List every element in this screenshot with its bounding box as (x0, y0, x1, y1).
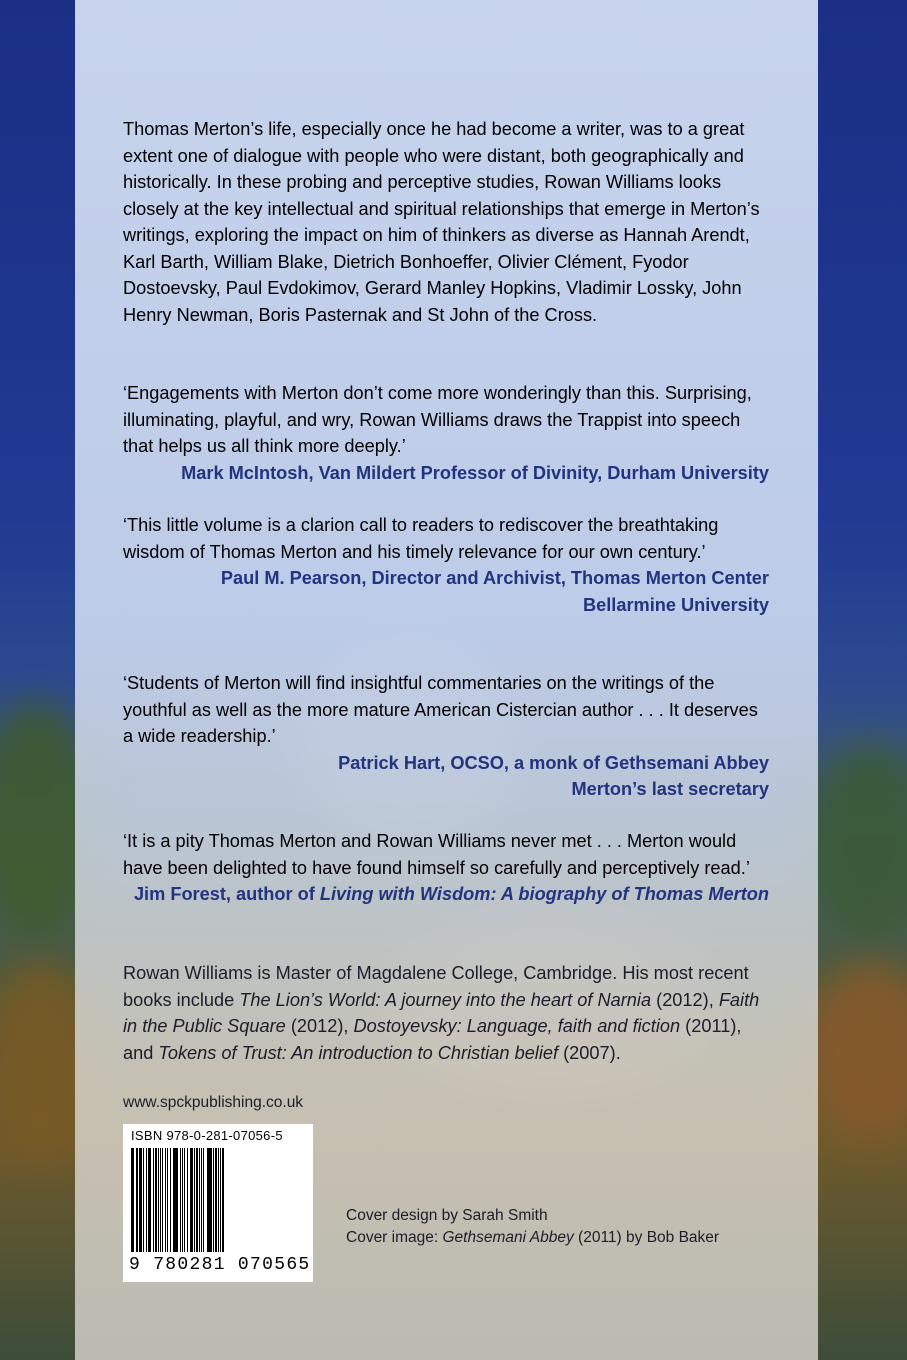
barcode-bar (224, 1148, 225, 1252)
endorsement-quote-1 (123, 380, 769, 486)
bio-book-title: Faith in the Public Square (123, 989, 760, 1036)
endorsement-quote-2 (123, 512, 769, 618)
credit-text: Cover image: (346, 1229, 443, 1246)
barcode-bars (131, 1148, 305, 1252)
book-description: Thomas Merton’s life, especially once he had become a writer, was to a great extent one of dialogue with people who were distant, both geographically and historically. In these probing and perceptive studies, Rowan Williams looks closely at the key intellectual and spiritual relationships that emerge in Merton’s writings, exploring the impact on him of thinkers as diverse as Hannah Arendt, Karl Barth, William Blake, Dietrich Bonhoeffer, Olivier Clément, Fyodor Dostoevsky, Paul Evdokimov, Gerard Manley Hopkins, Vladimir Lossky, John Henry Newman, Boris Pasternak and St John of the Cross. (123, 119, 760, 325)
cover-image-credit (346, 1227, 719, 1249)
publisher-website[interactable]: www.spckpublishing.co.uk (123, 1094, 304, 1111)
barcode-number: 9 780281 070565 (129, 1255, 311, 1275)
bio-text: Rowan Williams is Master of Magdalene College, Cambridge. His most recent books include (123, 963, 749, 1010)
bio-text: (2007). (558, 1042, 621, 1063)
quote-attribution-affiliation: Bellarmine University (583, 594, 769, 615)
isbn-label: ISBN 978-0-281-07056-5 (131, 1128, 283, 1143)
quote-text: ‘This little volume is a clarion call to readers to rediscover the breathtaking wisdom of Thomas Merton and his timely relevance for our own century.’ (123, 515, 719, 562)
bio-text: (2012), (651, 989, 719, 1010)
quote-attribution: Paul M. Pearson, Director and Archivist, Thomas Merton Center (220, 568, 769, 588)
quote-attribution-role: Merton’s last secretary (571, 779, 769, 799)
endorsement-quote-4 (123, 828, 769, 908)
quote-text: ‘Engagements with Merton don’t come more wonderingly than this. Surprising, illuminating, playful, and wry, Rowan Williams draws the Trappist into speech that helps us all think more deeply.’ (123, 383, 752, 456)
attribution-book-title: Living with Wisdom: A biography of Thomas Merton (319, 884, 769, 904)
quote-text: ‘Students of Merton will find insightful commentaries on the writings of the youthful as well as the more mature American Cistercian author . . . It deserves a wide readership.’ (123, 673, 758, 746)
bio-book-title: Dostoyevsky: Language, faith and fiction (353, 1016, 681, 1036)
painting-title: Gethsemani Abbey (442, 1229, 574, 1246)
isbn-barcode (123, 1124, 313, 1282)
quote-text: ‘It is a pity Thomas Merton and Rowan Williams never met . . . Merton would have been delighted to have found himself so carefully and perceptively read.’ (123, 831, 750, 878)
cover-design-credit: Cover design by Sarah Smith (346, 1207, 548, 1224)
attribution-name: Jim Forest, author of (133, 884, 320, 904)
quote-attribution: Mark McIntosh, Van Mildert Professor of Divinity, Durham University (181, 462, 769, 483)
quote-attribution: Patrick Hart, OCSO, a monk of Gethsemani Abbey (338, 752, 769, 773)
bio-book-title: The Lion’s World: A journey into the heart of Narnia (239, 989, 652, 1010)
bio-text: (2011), and (123, 1016, 742, 1063)
cover-credits (346, 1205, 719, 1249)
bio-text: (2012), (285, 1016, 354, 1036)
endorsement-quote-3 (123, 670, 769, 803)
author-bio (123, 960, 771, 1066)
credit-text: (2011) by Bob Baker (573, 1229, 720, 1246)
bio-book-title: Tokens of Trust: An introduction to Christian belief (158, 1042, 559, 1063)
quote-attribution (123, 881, 769, 908)
